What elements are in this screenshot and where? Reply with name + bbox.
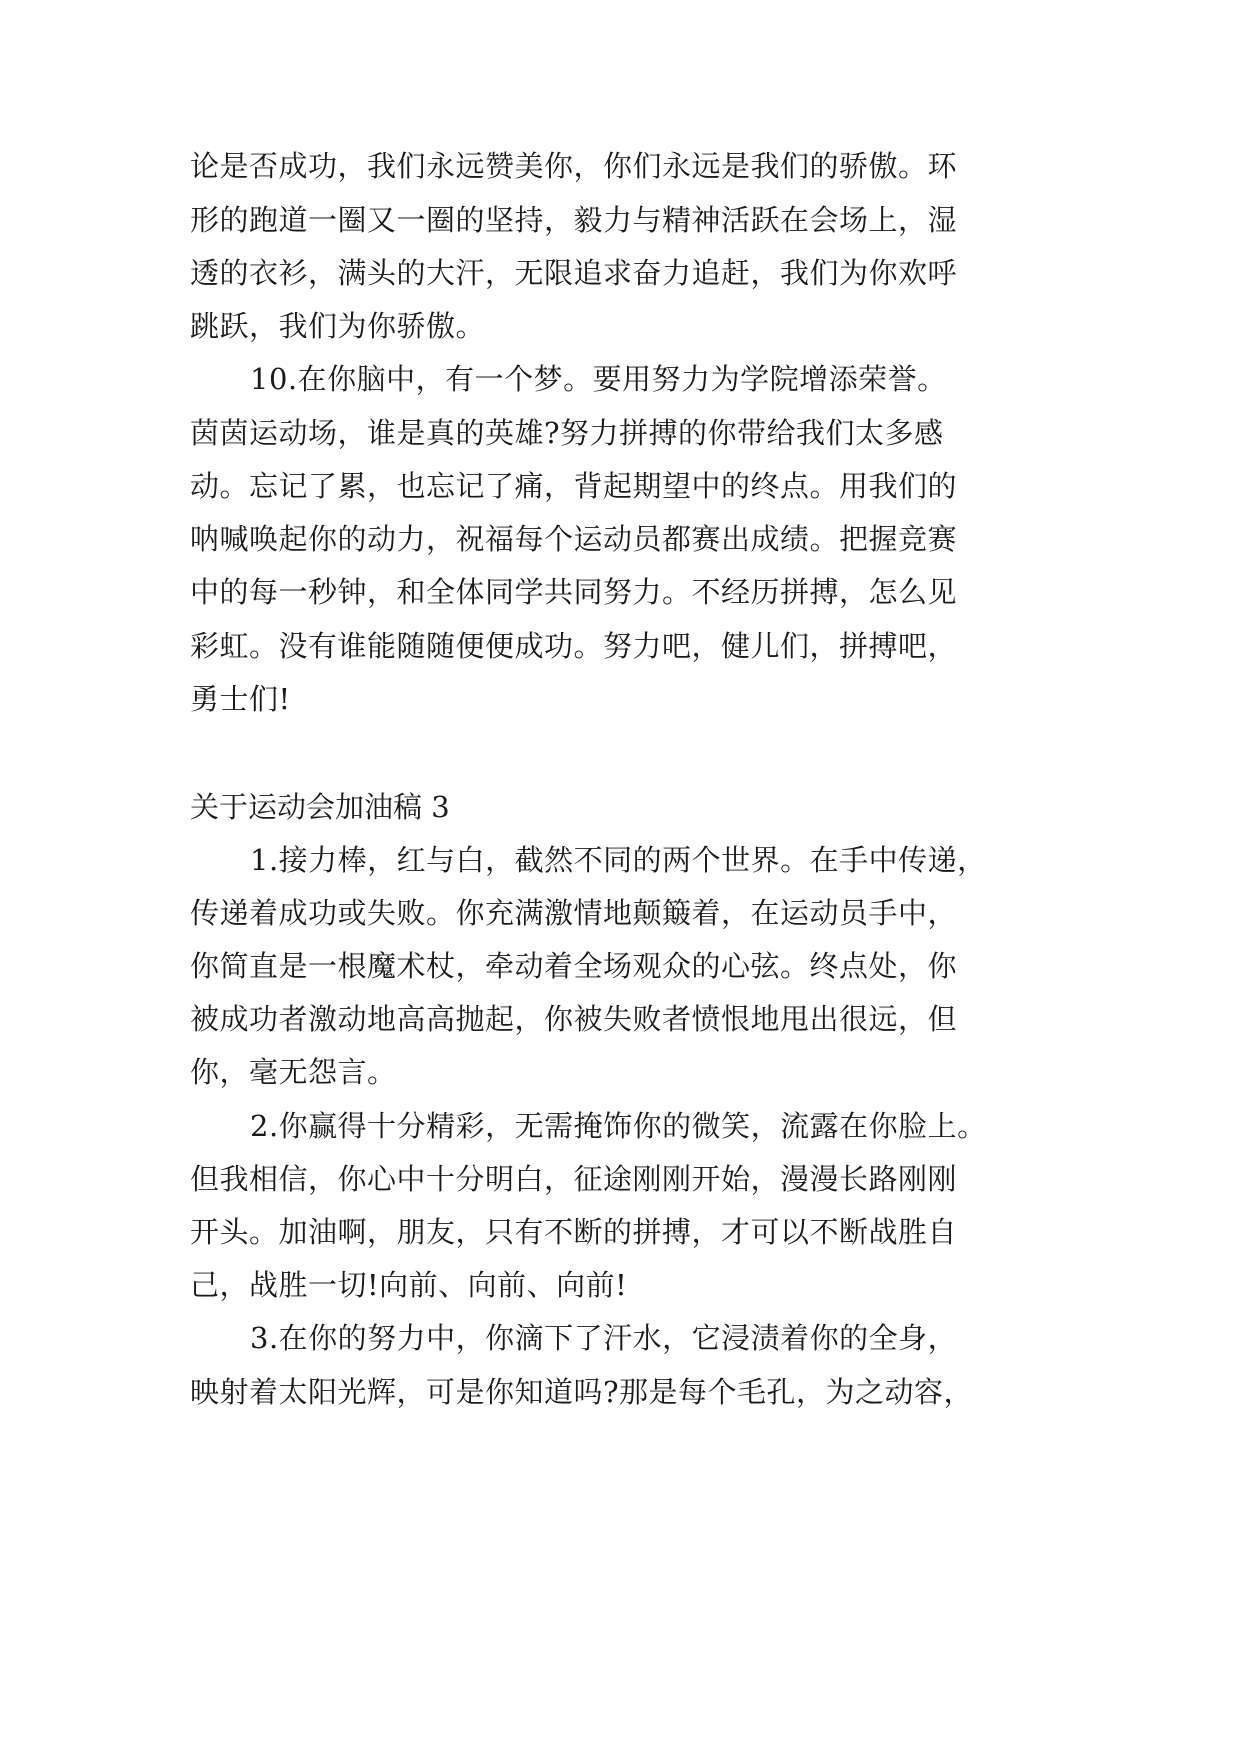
text-line: 彩虹。没有谁能随随便便成功。努力吧，健儿们，拼搏吧， bbox=[190, 629, 958, 663]
text-line: 呐喊唤起你的动力，祝福每个运动员都赛出成绩。把握竞赛 bbox=[190, 522, 958, 556]
paragraph-first-line: 3.在你的努力中，你滴下了汗水，它浸渍着你的全身， bbox=[250, 1321, 958, 1355]
text-line: 映射着太阳光辉，可是你知道吗?那是每个毛孔，为之动容， bbox=[190, 1375, 974, 1409]
section-heading: 关于运动会加油稿 3 bbox=[190, 790, 450, 824]
text-line: 被成功者激动地高高抛起，你被失败者愤恨地甩出很远，但 bbox=[190, 1002, 958, 1036]
text-line: 勇士们! bbox=[190, 682, 291, 716]
text-line: 形的跑道一圈又一圈的坚持，毅力与精神活跃在会场上，湿 bbox=[190, 203, 958, 237]
text-line: 你简直是一根魔术杖，牵动着全场观众的心弦。终点处，你 bbox=[190, 949, 958, 983]
text-line: 开头。加油啊，朋友，只有不断的拼搏，才可以不断战胜自 bbox=[190, 1215, 958, 1249]
text-line: 透的衣衫，满头的大汗，无限追求奋力追赶，我们为你欢呼 bbox=[190, 256, 958, 290]
text-line: 跳跃，我们为你骄傲。 bbox=[190, 309, 486, 343]
text-line: 你，毫无怨言。 bbox=[190, 1055, 397, 1089]
text-line: 中的每一秒钟，和全体同学共同努力。不经历拼搏，怎么见 bbox=[190, 575, 958, 609]
text-line: 传递着成功或失败。你充满激情地颠簸着，在运动员手中， bbox=[190, 896, 958, 930]
text-line: 动。忘记了累，也忘记了痛，背起期望中的终点。用我们的 bbox=[190, 469, 958, 503]
text-line: 茵茵运动场，谁是真的英雄?努力拼搏的你带给我们太多感 bbox=[190, 416, 944, 450]
paragraph-first-line: 2.你赢得十分精彩，无需掩饰你的微笑，流露在你脸上。 bbox=[250, 1109, 987, 1143]
text-line: 己，战胜一切!向前、向前、向前! bbox=[190, 1268, 628, 1302]
text-line: 但我相信，你心中十分明白，征途刚刚开始，漫漫长路刚刚 bbox=[190, 1162, 958, 1196]
text-line: 论是否成功，我们永远赞美你，你们永远是我们的骄傲。环 bbox=[190, 149, 958, 183]
paragraph-first-line: 10.在你脑中，有一个梦。要用努力为学院增添荣誉。 bbox=[250, 362, 947, 396]
paragraph-first-line: 1.接力棒，红与白，截然不同的两个世界。在手中传递， bbox=[250, 843, 987, 877]
